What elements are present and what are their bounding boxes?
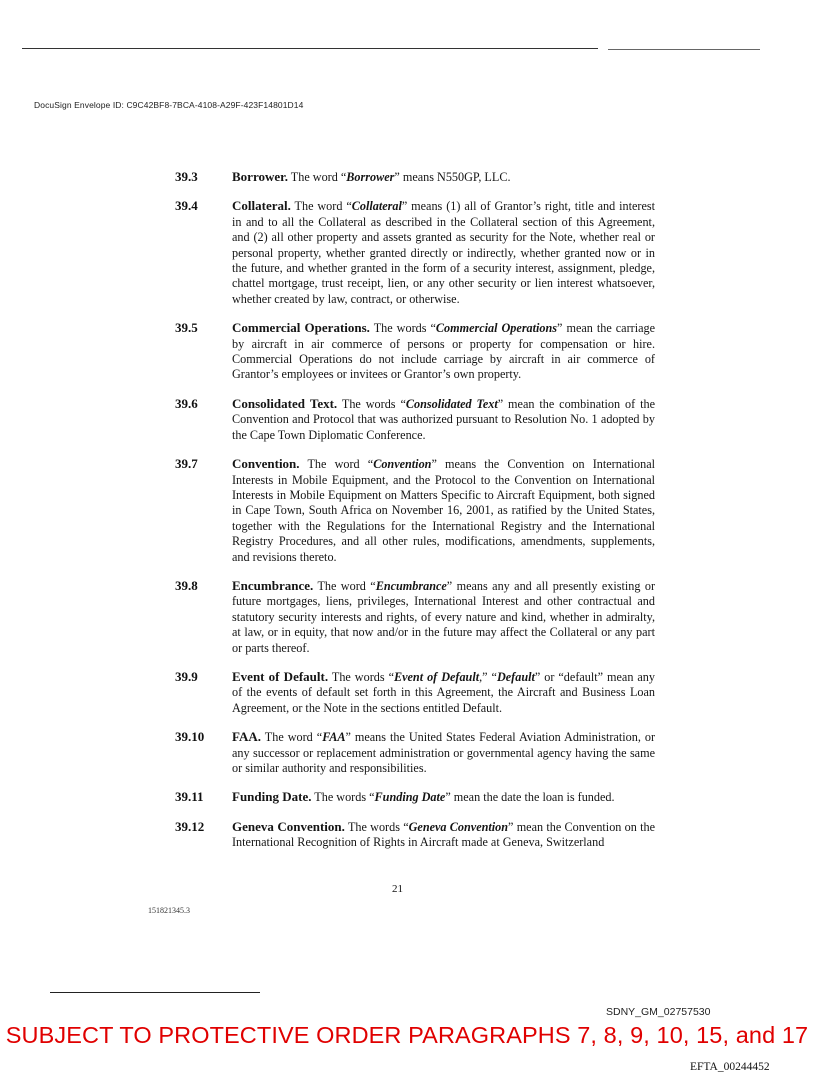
definition-section — [175, 169, 655, 185]
defined-term: Borrower — [346, 170, 395, 184]
document-id: 151821345.3 — [148, 906, 190, 915]
section-heading: Convention. — [232, 456, 300, 472]
section-body-text: The words “ — [347, 819, 409, 834]
section-body-text: ” mean the Convention on the International Recognition of Rights in Aircraft made at Geneva, Switzerland — [232, 819, 655, 850]
section-text — [232, 198, 655, 307]
footer-rule — [50, 992, 260, 993]
section-body-text: The words “ — [314, 790, 375, 805]
section-number: 39.6 — [175, 395, 198, 411]
definition-section — [175, 320, 655, 383]
section-body-text: ” means the United States Federal Aviation Administration, or any successor or replacement administration or governmental agency having the same or similar authority and responsibilities. — [232, 730, 656, 775]
definition-section — [175, 198, 655, 307]
top-rule-short — [608, 49, 760, 50]
section-text — [232, 789, 655, 805]
section-heading: FAA. — [232, 729, 262, 745]
section-heading: Consolidated Text. — [232, 395, 338, 411]
section-number: 39.9 — [175, 668, 198, 684]
section-body-text: ” means any and all presently existing or future mortgages, liens, privileges, International Interest and other contractual and statutory security interests and rights, of every nature and kind, whether in admiralty, at law, or in equity, that now and/or in the future may affect the Collateral or any part or parts thereof. — [232, 578, 656, 655]
section-heading: Borrower. — [232, 169, 288, 184]
section-body-text: ” mean the carriage by aircraft in air commerce of persons or property for compensation or hire. Commercial Operations do not include carriage by aircraft in air commerce of Grantor’s employees or invitees or Grantor’s own property. — [232, 321, 655, 382]
efta-number: EFTA_00244452 — [690, 1061, 770, 1073]
definition-section — [175, 819, 655, 851]
section-text — [232, 320, 655, 383]
section-body-text: The words “ — [331, 669, 394, 684]
defined-term: Commercial Operations — [435, 321, 558, 336]
section-number: 39.10 — [175, 729, 205, 745]
defined-term: Funding Date — [374, 790, 446, 805]
definition-section — [175, 578, 655, 656]
section-number: 39.11 — [175, 789, 204, 805]
section-heading: Geneva Convention. — [232, 818, 345, 834]
section-text — [232, 669, 655, 716]
defined-term: Encumbrance — [375, 578, 447, 593]
section-body-text: ,” “ — [479, 669, 497, 684]
definition-section — [175, 729, 655, 776]
section-text — [232, 456, 655, 565]
section-heading: Funding Date. — [232, 789, 312, 805]
section-body-text: ” mean the date the loan is funded. — [445, 790, 615, 805]
definition-section — [175, 789, 655, 805]
section-body-text: The word “ — [290, 170, 347, 184]
section-body-text: ” means (1) all of Grantor’s right, title and interest in and to all the Collateral as described in the Collateral section of this Agreement, and (2) all other property and assets granted as security for the Note, whether real or personal property, whether granted directly or indirectly, whether granted now or in the future, and whether granted in the form of a security interest, assignment, pledge, chattel mortgage, trust receipt, lien, or any other security or lien interest whatsoever, whether created by law, contract, or otherwise. — [232, 199, 656, 306]
section-heading: Commercial Operations. — [232, 320, 370, 336]
section-number: 39.4 — [175, 198, 198, 214]
section-text — [232, 578, 655, 656]
section-number: 39.12 — [175, 818, 205, 834]
defined-term: Consolidated Text — [405, 396, 498, 411]
defined-term: Geneva Convention — [408, 819, 509, 834]
defined-term: Default — [496, 669, 535, 684]
definition-section — [175, 396, 655, 443]
section-heading: Collateral. — [232, 198, 291, 214]
docusign-envelope-id: DocuSign Envelope ID: C9C42BF8-7BCA-4108-A29F-423F14801D14 — [34, 100, 304, 110]
section-text — [232, 396, 655, 443]
defined-term: Event of Default — [393, 669, 480, 684]
protective-order-banner: SUBJECT TO PROTECTIVE ORDER PARAGRAPHS 7, 8, 9, 10, 15, and 17 — [5, 1022, 809, 1048]
section-body-text: The words “ — [373, 321, 436, 336]
defined-term: Convention — [373, 457, 432, 472]
section-number: 39.5 — [175, 320, 198, 336]
section-body-text: ” means the Convention on International Interests in Mobile Equipment, and the Protocol to the Convention on International Interests in Mobile Equipment on Matters Specific to Aircraft Equipment, both signed in Cape Town, South Africa on November 16, 2001, as ratified by the United States, together with the Regulations for the International Registry and the International Registry Procedures, and all other rules, modifications, amendments, supplements, and revisions thereto. — [232, 457, 655, 564]
section-body-text: The words “ — [341, 396, 406, 411]
definition-section — [175, 456, 655, 565]
top-rule — [22, 48, 598, 49]
bates-number: SDNY_GM_02757530 — [606, 1006, 711, 1018]
section-text — [232, 169, 655, 185]
definition-section — [175, 669, 655, 716]
section-number: 39.7 — [175, 456, 198, 472]
section-body-text: ” means N550GP, LLC. — [394, 170, 511, 184]
defined-term: Collateral — [351, 199, 402, 214]
section-number: 39.8 — [175, 577, 198, 593]
definitions-body — [175, 169, 655, 864]
section-body-text: ” mean the combination of the Convention and Protocol that was authorized pursuant to Resolution No. 1 adopted by the Cape Town Diplomatic Conference. — [232, 396, 655, 442]
section-body-text: ” or “default” mean any of the events of default set forth in this Agreement, the Aircraft and Business Loan Agreement, or the Note in the sections entitled Default. — [232, 669, 655, 715]
section-body-text: The word “ — [264, 730, 323, 745]
section-heading: Encumbrance. — [232, 577, 314, 593]
section-body-text: The word “ — [294, 199, 352, 214]
section-body-text: The word “ — [307, 457, 374, 472]
defined-term: FAA — [322, 730, 346, 745]
section-body-text: The word “ — [317, 578, 376, 593]
page-number: 21 — [392, 883, 403, 895]
section-number: 39.3 — [175, 169, 198, 184]
section-text — [232, 819, 655, 851]
section-heading: Event of Default. — [232, 668, 329, 684]
section-text — [232, 729, 655, 776]
